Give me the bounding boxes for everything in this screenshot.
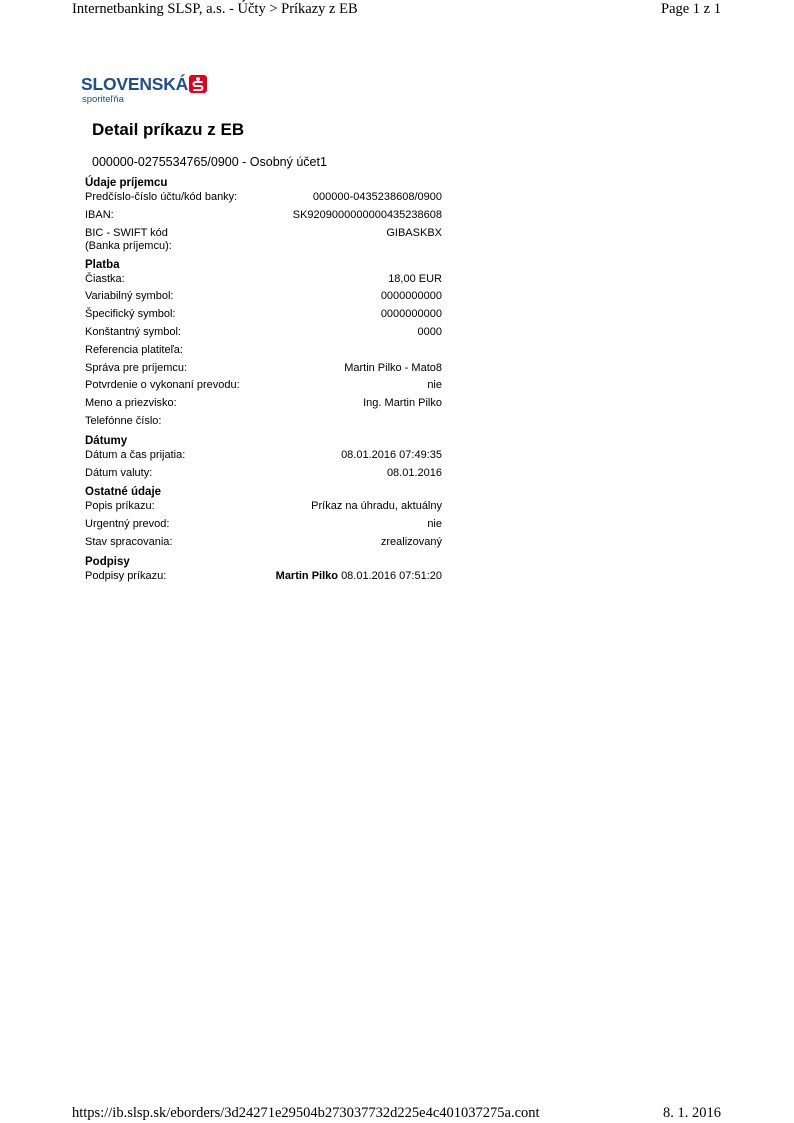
- section-recipient-title: Údaje príjemcu: [85, 177, 168, 189]
- detail-row: [85, 227, 442, 257]
- detail-row: [85, 570, 442, 588]
- row-label: Potvrdenie o vykonaní prevodu:: [85, 379, 240, 392]
- detail-row: [85, 209, 442, 227]
- slsp-s-logo-icon: [189, 75, 207, 93]
- row-value: 18,00 EUR: [388, 272, 442, 285]
- section-dates-title: Dátumy: [85, 434, 128, 447]
- print-header-page: Page 1 z 1: [661, 1, 721, 17]
- row-value: 000000-0435238608/0900: [312, 191, 442, 203]
- row-value: GIBASKBX: [386, 226, 442, 239]
- row-label: Meno a priezvisko:: [85, 397, 177, 410]
- detail-row: [85, 536, 442, 554]
- detail-row: [85, 326, 442, 344]
- print-footer: [72, 1105, 721, 1122]
- detail-row: [85, 379, 442, 397]
- detail-row: [85, 518, 442, 536]
- page-title: Detail príkazu z EB: [92, 120, 245, 139]
- row-label: Špecifický symbol:: [85, 308, 176, 321]
- detail-row: [85, 191, 442, 209]
- row-value: zrealizovaný: [380, 535, 442, 548]
- row-label: Dátum a čas prijatia:: [85, 448, 186, 461]
- row-value: 0000000000: [380, 290, 442, 303]
- bank-logo: [81, 74, 211, 108]
- row-label: Konštantný symbol:: [85, 325, 181, 338]
- row-label: Podpisy príkazu:: [85, 569, 167, 582]
- row-label: Predčíslo-číslo účtu/kód banky:: [85, 191, 238, 203]
- row-value: Martin Pilko - Mato8: [344, 361, 442, 374]
- row-label: Urgentný prevod:: [85, 518, 170, 531]
- detail-row: [85, 449, 442, 467]
- detail-row: [85, 500, 442, 518]
- account-line: 000000-0275534765/0900 - Osobný účet1: [92, 155, 327, 169]
- detail-row: [85, 467, 442, 485]
- row-label: BIC - SWIFT kód (Banka príjemcu):: [85, 226, 172, 252]
- detail-row: [85, 290, 442, 308]
- row-label: Dátum valuty:: [85, 466, 153, 479]
- row-label: Stav spracovania:: [85, 535, 173, 548]
- detail-row: [85, 415, 442, 433]
- print-header-title: Internetbanking SLSP, a.s. - Účty > Príkazy z EB: [72, 1, 358, 17]
- print-footer-url: https://ib.slsp.sk/eborders/3d24271e29504b273037732d225e4c401037275a.cont: [72, 1105, 540, 1121]
- row-label: Popis príkazu:: [85, 500, 155, 513]
- row-label: Správa pre príjemcu:: [85, 361, 188, 374]
- print-footer-date: 8. 1. 2016: [663, 1105, 721, 1121]
- row-label: IBAN:: [85, 208, 114, 221]
- section-signatures-title: Podpisy: [85, 555, 130, 568]
- signature-timestamp: 08.01.2016 07:51:20: [341, 569, 442, 582]
- row-value: 0000: [417, 325, 442, 338]
- row-value: 08.01.2016: [386, 466, 442, 479]
- row-label: Telefónne číslo:: [85, 414, 162, 427]
- row-value: nie: [427, 518, 442, 531]
- signature-value: [276, 570, 442, 583]
- row-label: Variabilný symbol:: [85, 290, 174, 303]
- section-other-title: Ostatné údaje: [85, 486, 162, 499]
- row-value: nie: [427, 379, 442, 392]
- detail-row: [85, 397, 442, 415]
- logo-subtitle: sporiteľňa: [82, 94, 124, 105]
- detail-row: [85, 308, 442, 326]
- detail-row: [85, 362, 442, 380]
- print-header: [72, 1, 721, 18]
- row-value: 0000000000: [380, 308, 442, 321]
- row-value: 08.01.2016 07:49:35: [341, 448, 442, 461]
- detail-row: [85, 344, 442, 362]
- row-value: Ing. Martin Pilko: [363, 397, 442, 410]
- row-label: Čiastka:: [85, 272, 125, 285]
- section-payment-title: Platba: [85, 258, 120, 271]
- detail-row: [85, 273, 442, 291]
- row-value: Príkaz na úhradu, aktuálny: [311, 500, 442, 513]
- row-label: Referencia platiteľa:: [85, 343, 183, 356]
- row-value: SK9209000000000435238608: [292, 208, 442, 221]
- logo-wordmark: SLOVENSKÁ: [81, 74, 189, 94]
- signer-name: Martin Pilko: [275, 569, 338, 582]
- order-detail: [85, 175, 442, 588]
